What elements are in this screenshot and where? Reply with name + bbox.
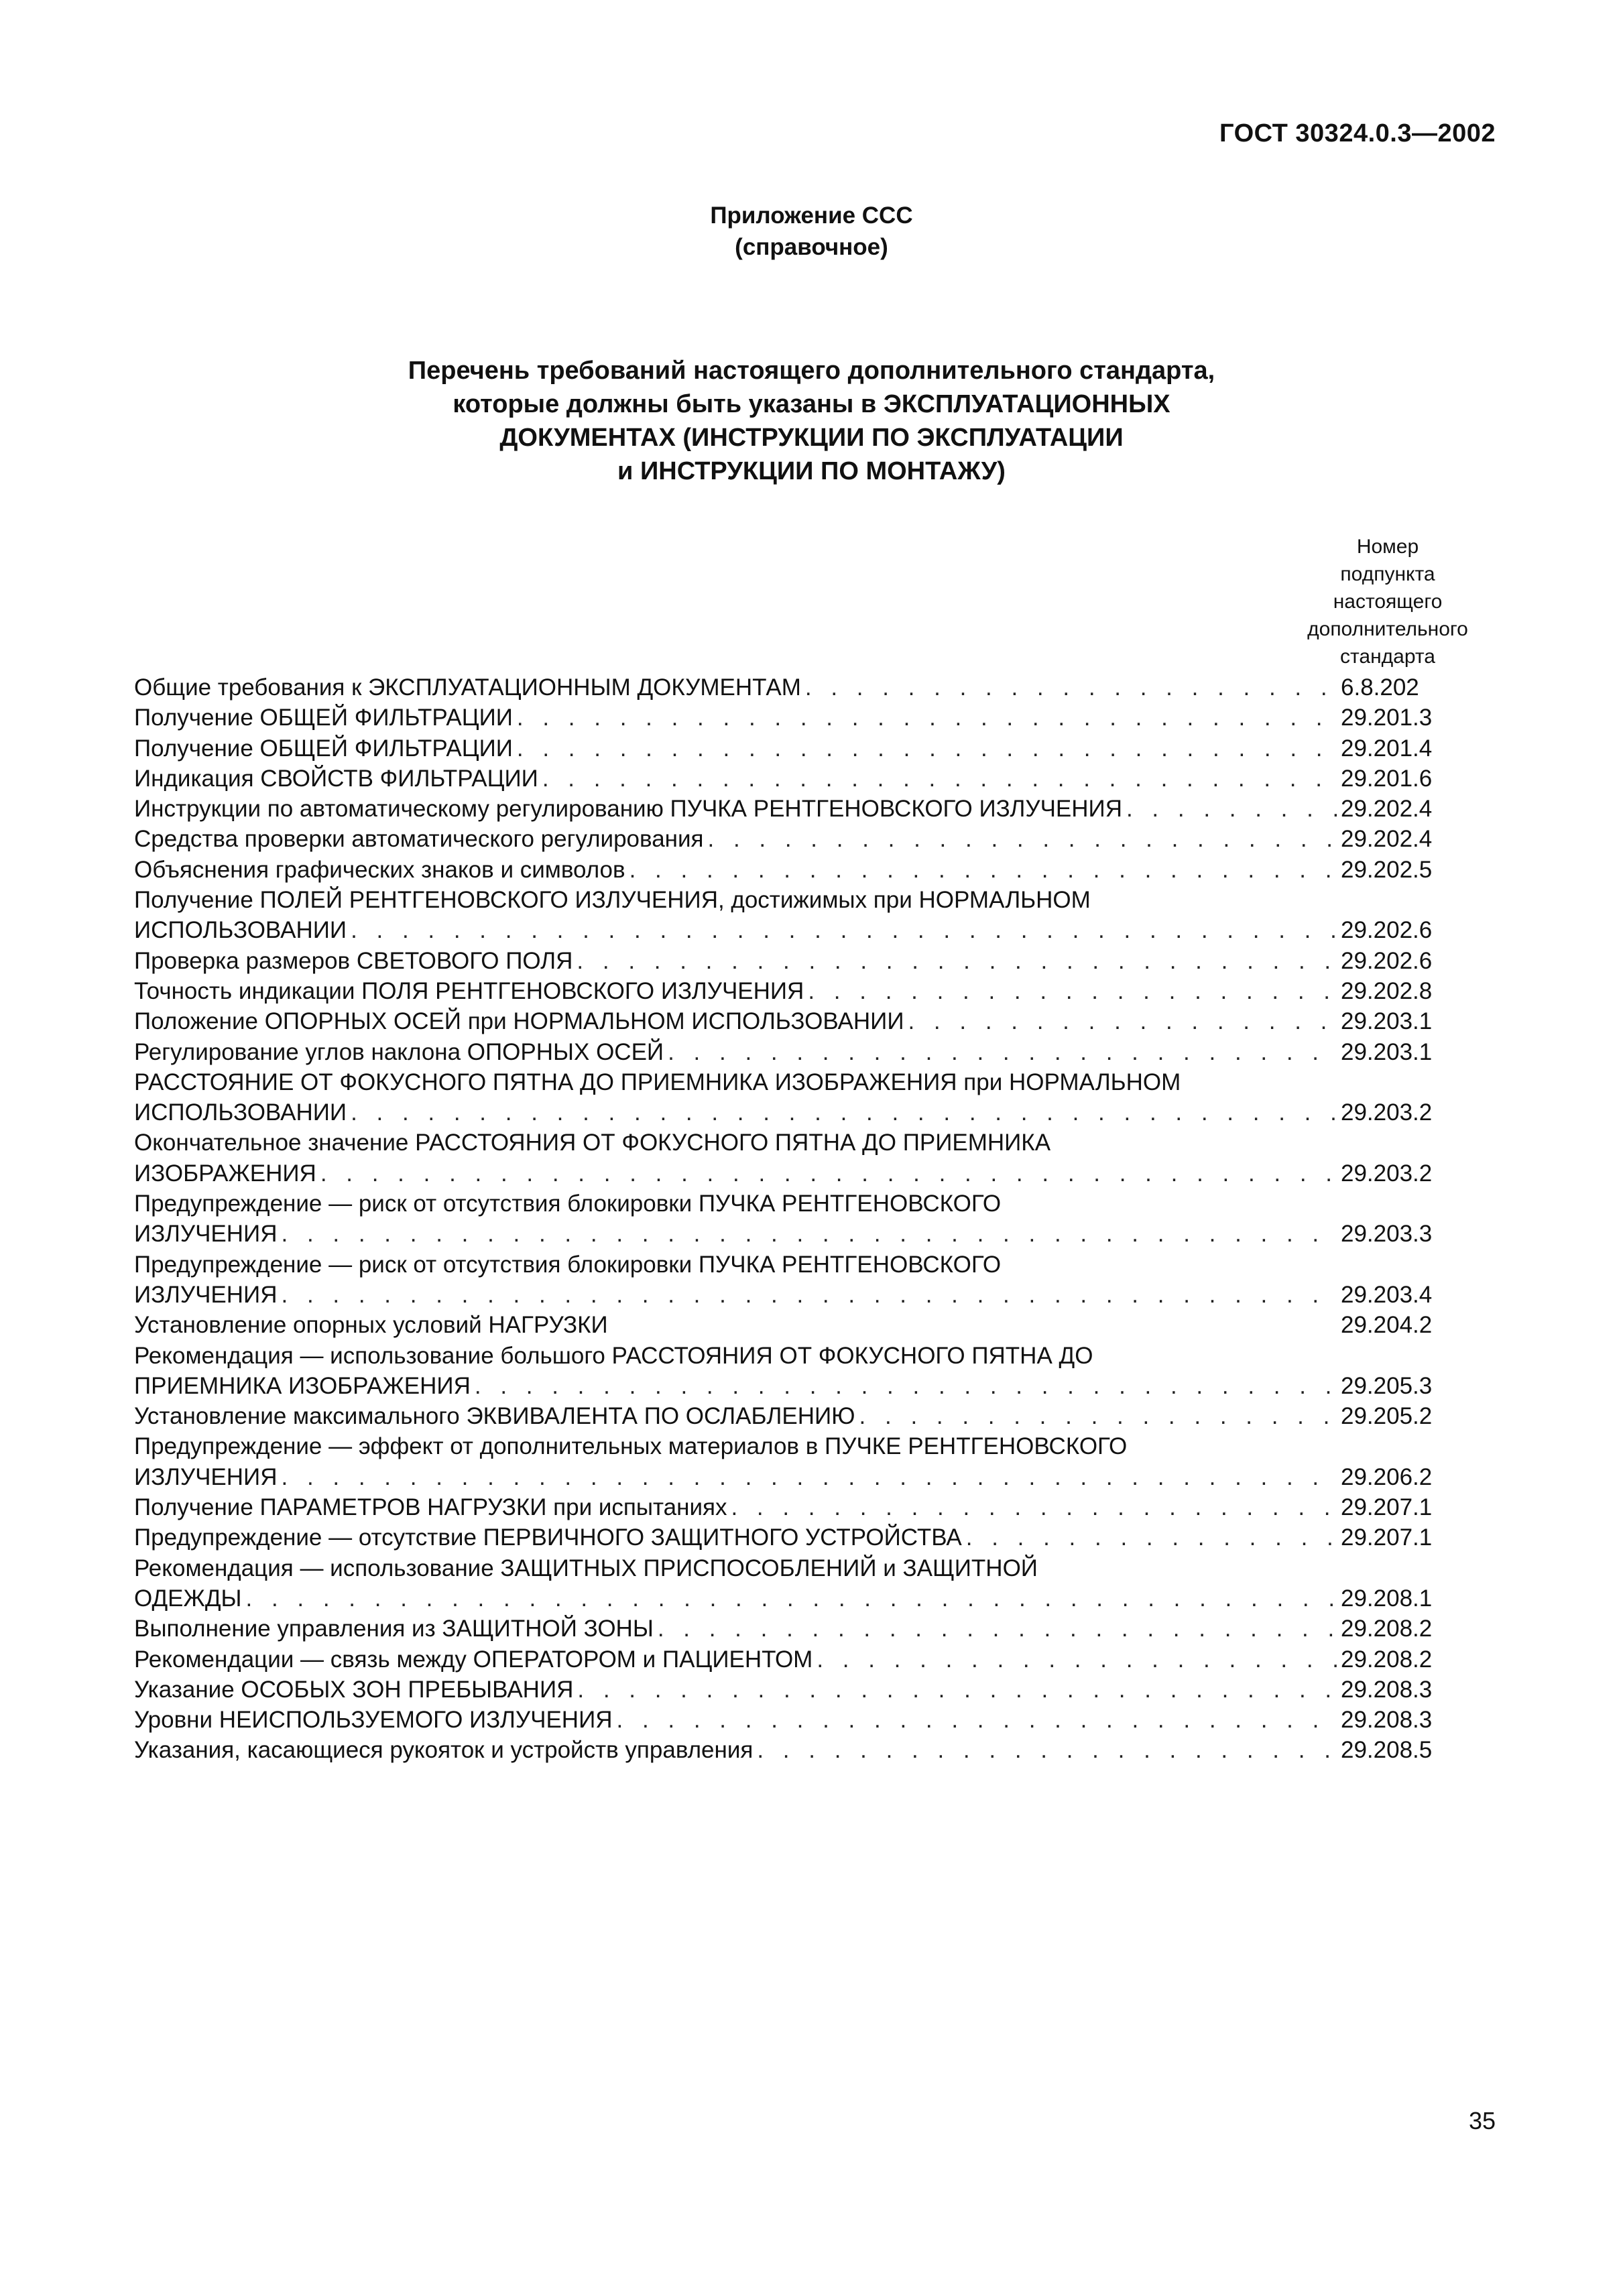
leader-dots xyxy=(542,764,1337,794)
list-item-text: Объяснения графических знаков и символов xyxy=(134,856,625,883)
list-item-text-first-line: Рекомендация — использование ЗАЩИТНЫХ ПРИСПОСОБЛЕНИЙ и ЗАЩИТНОЙ xyxy=(134,1555,1038,1581)
list-item-reference: 29.203.1 xyxy=(1341,1038,1433,1065)
column-header-line: Номер xyxy=(1356,536,1419,558)
list-item xyxy=(134,764,1451,794)
page-title xyxy=(0,354,1623,488)
list-item-text: ИСПОЛЬЗОВАНИИ xyxy=(134,1099,347,1126)
list-item xyxy=(134,1614,1451,1644)
list-item xyxy=(134,824,1451,854)
leader-dots xyxy=(320,1158,1337,1189)
list-item-reference: 29.202.6 xyxy=(1341,947,1433,974)
title-line: которые должны быть указаны в ЭКСПЛУАТАЦИОННЫХ xyxy=(453,390,1170,418)
list-item-text-first-line: Предупреждение — эффект от дополнительных материалов в ПУЧКЕ РЕНТГЕНОВСКОГО xyxy=(134,1433,1128,1460)
list-item xyxy=(134,1037,1451,1067)
leader-dots xyxy=(731,1492,1337,1522)
leader-dots xyxy=(351,1097,1337,1128)
list-item xyxy=(134,1675,1451,1705)
list-item-text: Индикация СВОЙСТВ ФИЛЬТРАЦИИ xyxy=(134,765,538,792)
requirements-list xyxy=(134,672,1451,1766)
leader-dots xyxy=(808,976,1337,1006)
leader-dots xyxy=(475,1371,1337,1401)
list-item-reference: 29.202.4 xyxy=(1341,826,1433,853)
list-item-reference: 29.201.6 xyxy=(1341,765,1433,792)
leader-dots xyxy=(966,1522,1337,1553)
list-item-text: Предупреждение — отсутствие ПЕРВИЧНОГО ЗАЩИТНОГО УСТРОЙСТВА xyxy=(134,1524,962,1551)
list-item-text: ИЗЛУЧЕНИЯ xyxy=(134,1221,278,1248)
leader-dots xyxy=(805,672,1337,703)
list-item xyxy=(134,794,1451,824)
leader-dots xyxy=(757,1735,1337,1765)
list-item xyxy=(134,976,1451,1006)
list-item-text: Положение ОПОРНЫХ ОСЕЙ при НОРМАЛЬНОМ ИСПОЛЬЗОВАНИИ xyxy=(134,1008,904,1035)
list-item xyxy=(134,1128,1451,1189)
leader-dots xyxy=(629,855,1337,885)
list-item-text: ИЗОБРАЖЕНИЯ xyxy=(134,1160,316,1187)
list-item-text: Уровни НЕИСПОЛЬЗУЕМОГО ИЗЛУЧЕНИЯ xyxy=(134,1707,613,1734)
list-item-reference: 29.208.3 xyxy=(1341,1707,1433,1734)
list-item-reference: 29.203.3 xyxy=(1341,1221,1433,1248)
list-item-text: Регулирование углов наклона ОПОРНЫХ ОСЕЙ xyxy=(134,1038,664,1065)
leader-dots xyxy=(617,1705,1337,1735)
leader-dots xyxy=(908,1006,1337,1036)
list-item xyxy=(134,855,1451,885)
list-item-reference: 29.202.6 xyxy=(1341,917,1433,944)
page-number: 35 xyxy=(1468,2107,1496,2134)
leader-dots xyxy=(517,703,1337,733)
leader-dots xyxy=(282,1219,1337,1249)
list-item xyxy=(134,1250,1451,1311)
list-item-text: ПРИЕМНИКА ИЗОБРАЖЕНИЯ xyxy=(134,1372,471,1399)
list-item-reference: 29.205.2 xyxy=(1341,1403,1433,1430)
list-item xyxy=(134,1341,1451,1402)
list-item-text-first-line: Предупреждение — риск от отсутствия блокировки ПУЧКА РЕНТГЕНОВСКОГО xyxy=(134,1191,1002,1217)
list-item xyxy=(134,1006,1451,1036)
list-item-reference: 29.206.2 xyxy=(1341,1463,1433,1490)
list-item xyxy=(134,1553,1451,1614)
list-item xyxy=(134,885,1451,946)
list-item xyxy=(134,1644,1451,1675)
list-item-reference: 29.207.1 xyxy=(1341,1494,1433,1521)
list-item-reference: 29.208.2 xyxy=(1341,1646,1433,1673)
list-item xyxy=(134,733,1451,764)
list-item xyxy=(134,946,1451,976)
title-line: ДОКУМЕНТАХ (ИНСТРУКЦИИ ПО ЭКСПЛУАТАЦИИ xyxy=(499,424,1124,452)
list-item xyxy=(134,1401,1451,1431)
list-item-reference: 29.207.1 xyxy=(1341,1524,1433,1551)
list-item-reference: 29.208.2 xyxy=(1341,1616,1433,1642)
list-item-text: Указания, касающиеся рукояток и устройств управления xyxy=(134,1737,754,1764)
list-item-text: Получение ПАРАМЕТРОВ НАГРУЗКИ при испытаниях xyxy=(134,1494,727,1521)
list-item-reference: 29.203.2 xyxy=(1341,1160,1433,1187)
list-item-text: Средства проверки автоматического регулирования xyxy=(134,826,704,853)
list-item-text-first-line: Получение ПОЛЕЙ РЕНТГЕНОВСКОГО ИЗЛУЧЕНИЯ, достижимых при НОРМАЛЬНОМ xyxy=(134,887,1091,914)
list-item-reference: 29.203.2 xyxy=(1341,1099,1433,1126)
list-item-reference: 29.201.3 xyxy=(1341,705,1433,731)
list-item xyxy=(134,1522,1451,1553)
list-item-text: ИЗЛУЧЕНИЯ xyxy=(134,1281,278,1308)
list-item-reference: 29.208.5 xyxy=(1341,1737,1433,1764)
list-item-text: ИЗЛУЧЕНИЯ xyxy=(134,1463,278,1490)
leader-dots xyxy=(859,1401,1337,1431)
list-item-text-first-line: Окончательное значение РАССТОЯНИЯ ОТ ФОКУСНОГО ПЯТНА ДО ПРИЕМНИКА xyxy=(134,1130,1051,1156)
leader-dots xyxy=(668,1037,1337,1067)
column-header xyxy=(1287,533,1488,670)
list-item-reference: 29.205.3 xyxy=(1341,1372,1433,1399)
list-item-reference: 29.201.4 xyxy=(1341,735,1433,762)
title-line: Перечень требований настоящего дополнительного стандарта, xyxy=(408,357,1215,385)
list-item-reference: 29.203.1 xyxy=(1341,1008,1433,1035)
list-item-reference: 29.208.1 xyxy=(1341,1585,1433,1612)
leader-dots xyxy=(817,1644,1337,1675)
column-header-line: дополнительного xyxy=(1307,618,1468,640)
list-item-text: Установление максимального ЭКВИВАЛЕНТА ПО ОСЛАБЛЕНИЮ xyxy=(134,1403,855,1430)
leader-dots xyxy=(282,1280,1337,1310)
appendix-subtitle: (справочное) xyxy=(735,234,888,260)
list-item-text: Выполнение управления из ЗАЩИТНОЙ ЗОНЫ xyxy=(134,1616,654,1642)
list-item-reference: 29.202.4 xyxy=(1341,796,1433,823)
leader-dots xyxy=(577,1675,1337,1705)
list-item xyxy=(134,1431,1451,1492)
list-item-text-first-line: Рекомендация — использование большого РАССТОЯНИЯ ОТ ФОКУСНОГО ПЯТНА ДО xyxy=(134,1342,1093,1369)
list-item xyxy=(134,672,1451,703)
list-item xyxy=(134,1067,1451,1128)
list-item-text: Точность индикации ПОЛЯ РЕНТГЕНОВСКОГО ИЗЛУЧЕНИЯ xyxy=(134,977,804,1004)
leader-dots xyxy=(351,915,1337,945)
leader-dots xyxy=(577,946,1337,976)
list-item-text: ОДЕЖДЫ xyxy=(134,1585,242,1612)
list-item-text: Проверка размеров СВЕТОВОГО ПОЛЯ xyxy=(134,947,573,974)
list-item-text-first-line: Предупреждение — риск от отсутствия блокировки ПУЧКА РЕНТГЕНОВСКОГО xyxy=(134,1251,1002,1278)
list-item-text: Общие требования к ЭКСПЛУАТАЦИОННЫМ ДОКУМЕНТАМ xyxy=(134,674,801,701)
column-header-line: подпункта xyxy=(1340,563,1435,585)
list-item-text: Получение ОБЩЕЙ ФИЛЬТРАЦИИ xyxy=(134,735,513,762)
list-item-text: ИСПОЛЬЗОВАНИИ xyxy=(134,917,347,944)
list-item xyxy=(134,703,1451,733)
list-item-text-first-line: РАССТОЯНИЕ ОТ ФОКУСНОГО ПЯТНА ДО ПРИЕМНИКА ИЗОБРАЖЕНИЯ при НОРМАЛЬНОМ xyxy=(134,1069,1181,1095)
list-item-text: Получение ОБЩЕЙ ФИЛЬТРАЦИИ xyxy=(134,705,513,731)
appendix-title: Приложение ССС xyxy=(710,202,913,229)
leader-dots xyxy=(658,1614,1337,1644)
list-item xyxy=(134,1705,1451,1735)
leader-dots xyxy=(1126,794,1337,824)
list-item-reference: 29.202.8 xyxy=(1341,977,1433,1004)
column-header-line: настоящего xyxy=(1333,591,1443,613)
list-item xyxy=(134,1310,1451,1340)
appendix-block xyxy=(0,200,1623,263)
list-item-text: Указание ОСОБЫХ ЗОН ПРЕБЫВАНИЯ xyxy=(134,1676,574,1703)
leader-dots xyxy=(708,824,1337,854)
list-item-reference: 29.208.3 xyxy=(1341,1676,1433,1703)
leader-dots xyxy=(282,1462,1337,1492)
list-item-reference: 29.204.2 xyxy=(1341,1312,1433,1339)
list-item-text: Установление опорных условий НАГРУЗКИ xyxy=(134,1312,608,1339)
list-item-text: Инструкции по автоматическому регулированию ПУЧКА РЕНТГЕНОВСКОГО ИЗЛУЧЕНИЯ xyxy=(134,796,1122,823)
title-line: и ИНСТРУКЦИИ ПО МОНТАЖУ) xyxy=(617,457,1006,485)
list-item-reference: 29.202.5 xyxy=(1341,856,1433,883)
document-number: ГОСТ 30324.0.3—2002 xyxy=(1219,119,1496,147)
list-item-reference: 6.8.202 xyxy=(1341,674,1419,701)
list-item xyxy=(134,1492,1451,1522)
list-item-text: Рекомендации — связь между ОПЕРАТОРОМ и ПАЦИЕНТОМ xyxy=(134,1646,813,1673)
list-item xyxy=(134,1735,1451,1765)
leader-dots xyxy=(246,1583,1337,1614)
list-item xyxy=(134,1189,1451,1250)
column-header-line: стандарта xyxy=(1340,646,1435,668)
leader-dots xyxy=(517,733,1337,764)
list-item-reference: 29.203.4 xyxy=(1341,1281,1433,1308)
